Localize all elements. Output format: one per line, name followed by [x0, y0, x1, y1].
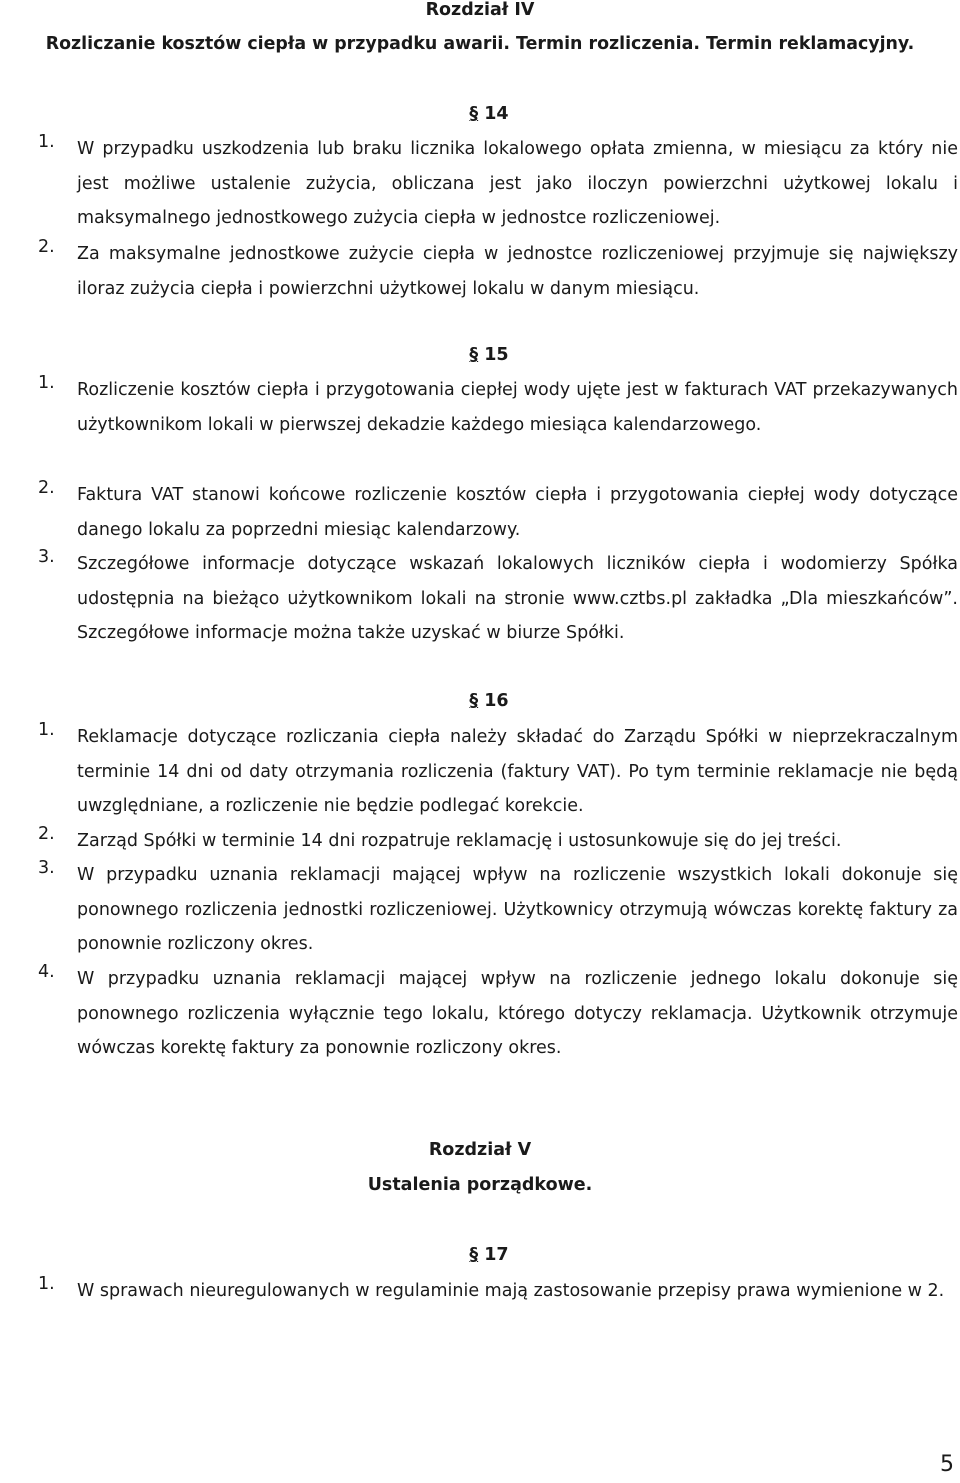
item-number: 1. [38, 132, 55, 152]
item-text: W przypadku uznania reklamacji mającej wpływ na rozliczenie wszystkich lokali dokonuje się ponownego rozliczenia jednostki rozliczeniowej. Użytkownicy otrzymują wówczas korektę faktury za ponownie rozliczony okres. [77, 865, 958, 954]
item-text: Rozliczenie kosztów ciepła i przygotowania ciepłej wody ujęte jest w fakturach VAT przekazywanych użytkownikom lokali w pierwszej dekadzie każdego miesiąca kalendarzowego. [77, 380, 958, 435]
section-number: 14 [484, 104, 509, 124]
item-text: Za maksymalne jednostkowe zużycie ciepła w jednostce rozliczeniowej przyjmuje się największy iloraz zużycia ciepła i powierzchni użytkowej lokalu w danym miesiącu. [77, 244, 958, 299]
section-symbol: § [469, 345, 479, 365]
chapter-4-title: Rozdział IV [425, 0, 535, 20]
item-number: 1. [38, 720, 55, 740]
section-number: 16 [484, 691, 509, 711]
chapter-5-subtitle: Ustalenia porządkowe. [367, 1175, 593, 1195]
item-text: Szczegółowe informacje dotyczące wskazań lokalowych liczników ciepła i wodomierzy Spółka udostępnia na bieżąco użytkownikom lokali na stronie www.cztbs.pl zakładka „Dla mieszkańców”. Szczegółowe informacje można także uzyskać w biurze Spółki. [77, 554, 958, 643]
item-number: 3. [38, 858, 55, 878]
item-text: Zarząd Spółki w terminie 14 dni rozpatruje reklamację i ustosunkowuje się do jej treści. [77, 831, 842, 851]
item-number: 2. [38, 824, 55, 844]
section-17-heading [0, 1245, 960, 1265]
item-number: 1. [38, 1274, 55, 1294]
section-14-heading [0, 104, 960, 124]
section-number: 15 [484, 345, 509, 365]
item-text: W sprawach nieuregulowanych w regulaminie mają zastosowanie przepisy prawa wymienione w 2. [77, 1281, 945, 1301]
item-text: Reklamacje dotyczące rozliczania ciepła należy składać do Zarządu Spółki w nieprzekraczalnym terminie 14 dni od daty otrzymania rozliczenia (faktury VAT). Po tym terminie reklamacje nie będą uwzględniane, a rozliczenie nie będzie podlegać korekcie. [77, 727, 958, 816]
item-number: 4. [38, 962, 55, 982]
page-number: 5 [940, 1452, 954, 1477]
section-15-heading [0, 345, 960, 365]
chapter-5-title: Rozdział V [428, 1140, 532, 1160]
chapter-4-subtitle: Rozliczanie kosztów ciepła w przypadku awarii. Termin rozliczenia. Termin reklamacyjny. [45, 34, 915, 54]
section-symbol: § [469, 1245, 479, 1265]
item-text: Faktura VAT stanowi końcowe rozliczenie kosztów ciepła i przygotowania ciepłej wody dotyczące danego lokalu za poprzedni miesiąc kalendarzowy. [77, 485, 958, 540]
item-text: W przypadku uszkodzenia lub braku licznika lokalowego opłata zmienna, w miesiącu za który nie jest możliwe ustalenie zużycia, obliczana jest jako iloczyn powierzchni użytkowej lokalu i maksymalnego jednostkowego zużycia ciepła w jednostce rozliczeniowej. [77, 139, 958, 228]
item-number: 2. [38, 237, 55, 257]
item-text: W przypadku uznania reklamacji mającej wpływ na rozliczenie jednego lokalu dokonuje się ponownego rozliczenia wyłącznie tego lokalu, którego dotyczy reklamacja. Użytkownik otrzymuje wówczas korektę faktury za ponownie rozliczony okres. [77, 969, 958, 1058]
section-number: 17 [484, 1245, 509, 1265]
item-number: 1. [38, 373, 55, 393]
item-number: 2. [38, 478, 55, 498]
section-16-heading [0, 691, 960, 711]
section-symbol: § [469, 691, 479, 711]
item-number: 3. [38, 547, 55, 567]
section-symbol: § [469, 104, 479, 124]
